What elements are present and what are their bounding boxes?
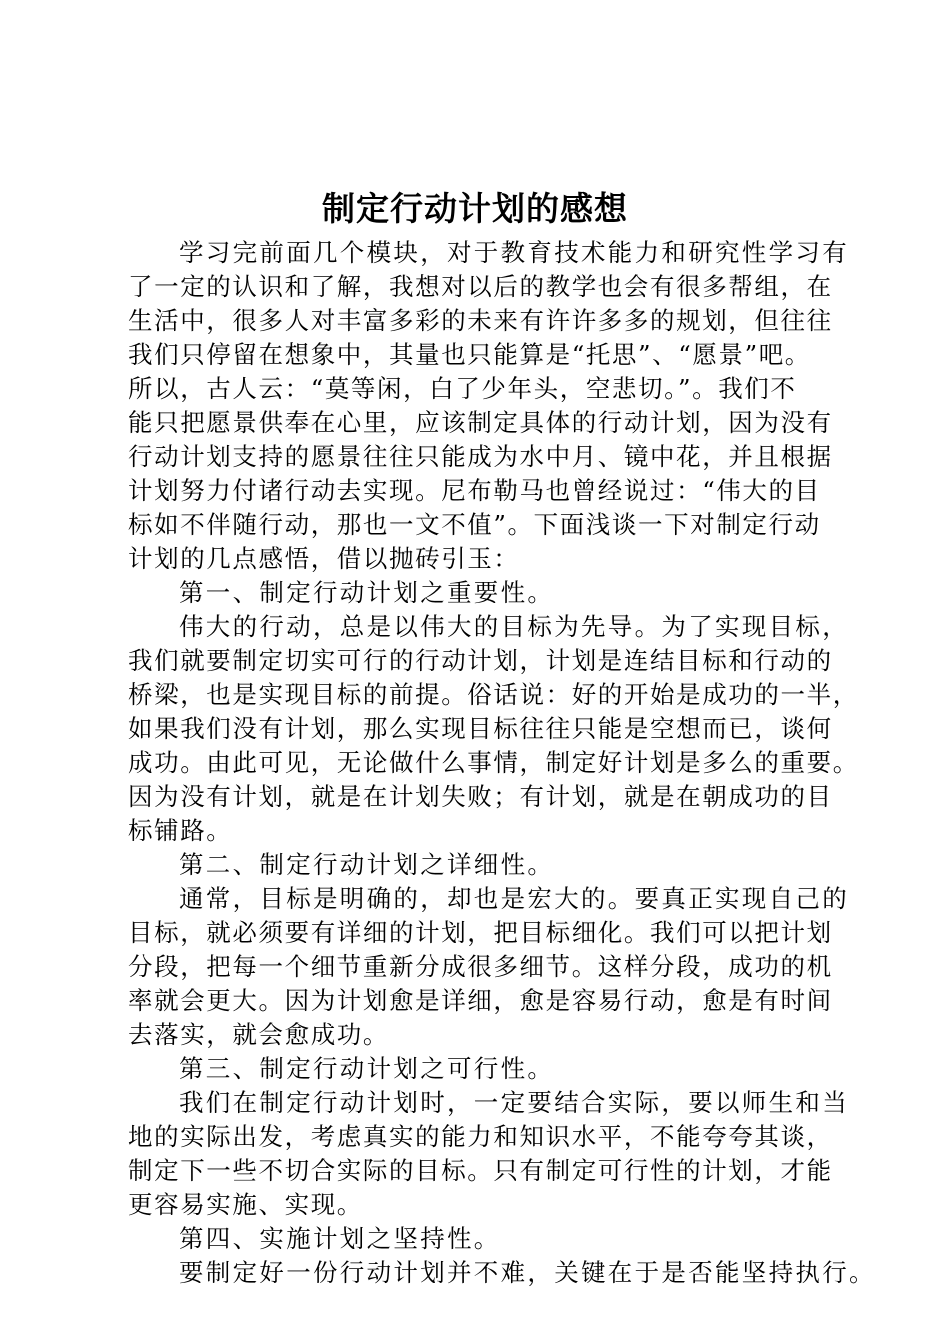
body-line: 我们就要制定切实可行的行动计划，计划是连结目标和行动的 [128, 646, 833, 675]
body-line: 分段，把每一个细节重新分成很多细节。这样分段，成功的机 [128, 952, 833, 981]
body-line: 去落实，就会愈成功。 [128, 1020, 389, 1049]
body-line: 能只把愿景供奉在心里，应该制定具体的行动计划，因为没有 [128, 408, 833, 437]
body-line: 伟大的行动，总是以伟大的目标为先导。为了实现目标， [179, 612, 849, 641]
body-line: 计划努力付诸行动去实现。尼布勒马也曾经说过：“伟大的目 [128, 476, 821, 505]
body-line: 行动计划支持的愿景往往只能成为水中月、镜中花，并且根据 [128, 442, 833, 471]
body-line: 桥梁，也是实现目标的前提。俗话说：好的开始是成功的一半， [128, 680, 859, 709]
body-line: 标如不伴随行动，那也一文不值”。下面浅谈一下对制定行动 [128, 510, 821, 539]
body-line: 我们在制定行动计划时，一定要结合实际，要以师生和当 [179, 1088, 849, 1117]
body-line: 制定下一些不切合实际的目标。只有制定可行性的计划，才能 [128, 1156, 833, 1185]
section-heading: 第三、制定行动计划之可行性。 [179, 1054, 555, 1083]
section-heading: 第一、制定行动计划之重要性。 [179, 578, 555, 607]
body-line: 地的实际出发，考虑真实的能力和知识水平，不能夸夸其谈， [128, 1122, 833, 1151]
body-line: 目标，就必须要有详细的计划，把目标细化。我们可以把计划 [128, 918, 833, 947]
body-line: 学习完前面几个模块，对于教育技术能力和研究性学习有 [179, 238, 849, 267]
body-line: 了一定的认识和了解，我想对以后的教学也会有很多帮组，在 [128, 272, 833, 301]
body-line: 我们只停留在想象中，其量也只能算是“托思”、“愿景”吧。 [128, 340, 811, 369]
body-line: 成功。由此可见，无论做什么事情，制定好计划是多么的重要。 [128, 748, 859, 777]
body-line: 率就会更大。因为计划愈是详细，愈是容易行动，愈是有时间 [128, 986, 833, 1015]
body-line: 因为没有计划，就是在计划失败；有计划，就是在朝成功的目 [128, 782, 833, 811]
body-line: 标铺路。 [128, 816, 233, 845]
body-line: 通常，目标是明确的，却也是宏大的。要真正实现自己的 [179, 884, 849, 913]
body-line: 要制定好一份行动计划并不难，关键在于是否能坚持执行。 [179, 1258, 876, 1287]
body-line: 所以，古人云：“莫等闲，白了少年头，空悲切。”。我们不 [128, 374, 797, 403]
section-heading: 第四、实施计划之坚持性。 [179, 1224, 501, 1253]
body-line: 生活中，很多人对丰富多彩的未来有许许多多的规划，但往往 [128, 306, 833, 335]
body-line: 计划的几点感悟，借以抛砖引玉： [128, 544, 520, 573]
document-title: 制定行动计划的感想 [322, 189, 628, 228]
document-body [128, 236, 876, 1290]
body-line: 更容易实施、实现。 [128, 1190, 363, 1219]
body-line: 如果我们没有计划，那么实现目标往往只能是空想而已，谈何 [128, 714, 833, 743]
section-heading: 第二、制定行动计划之详细性。 [179, 850, 555, 879]
